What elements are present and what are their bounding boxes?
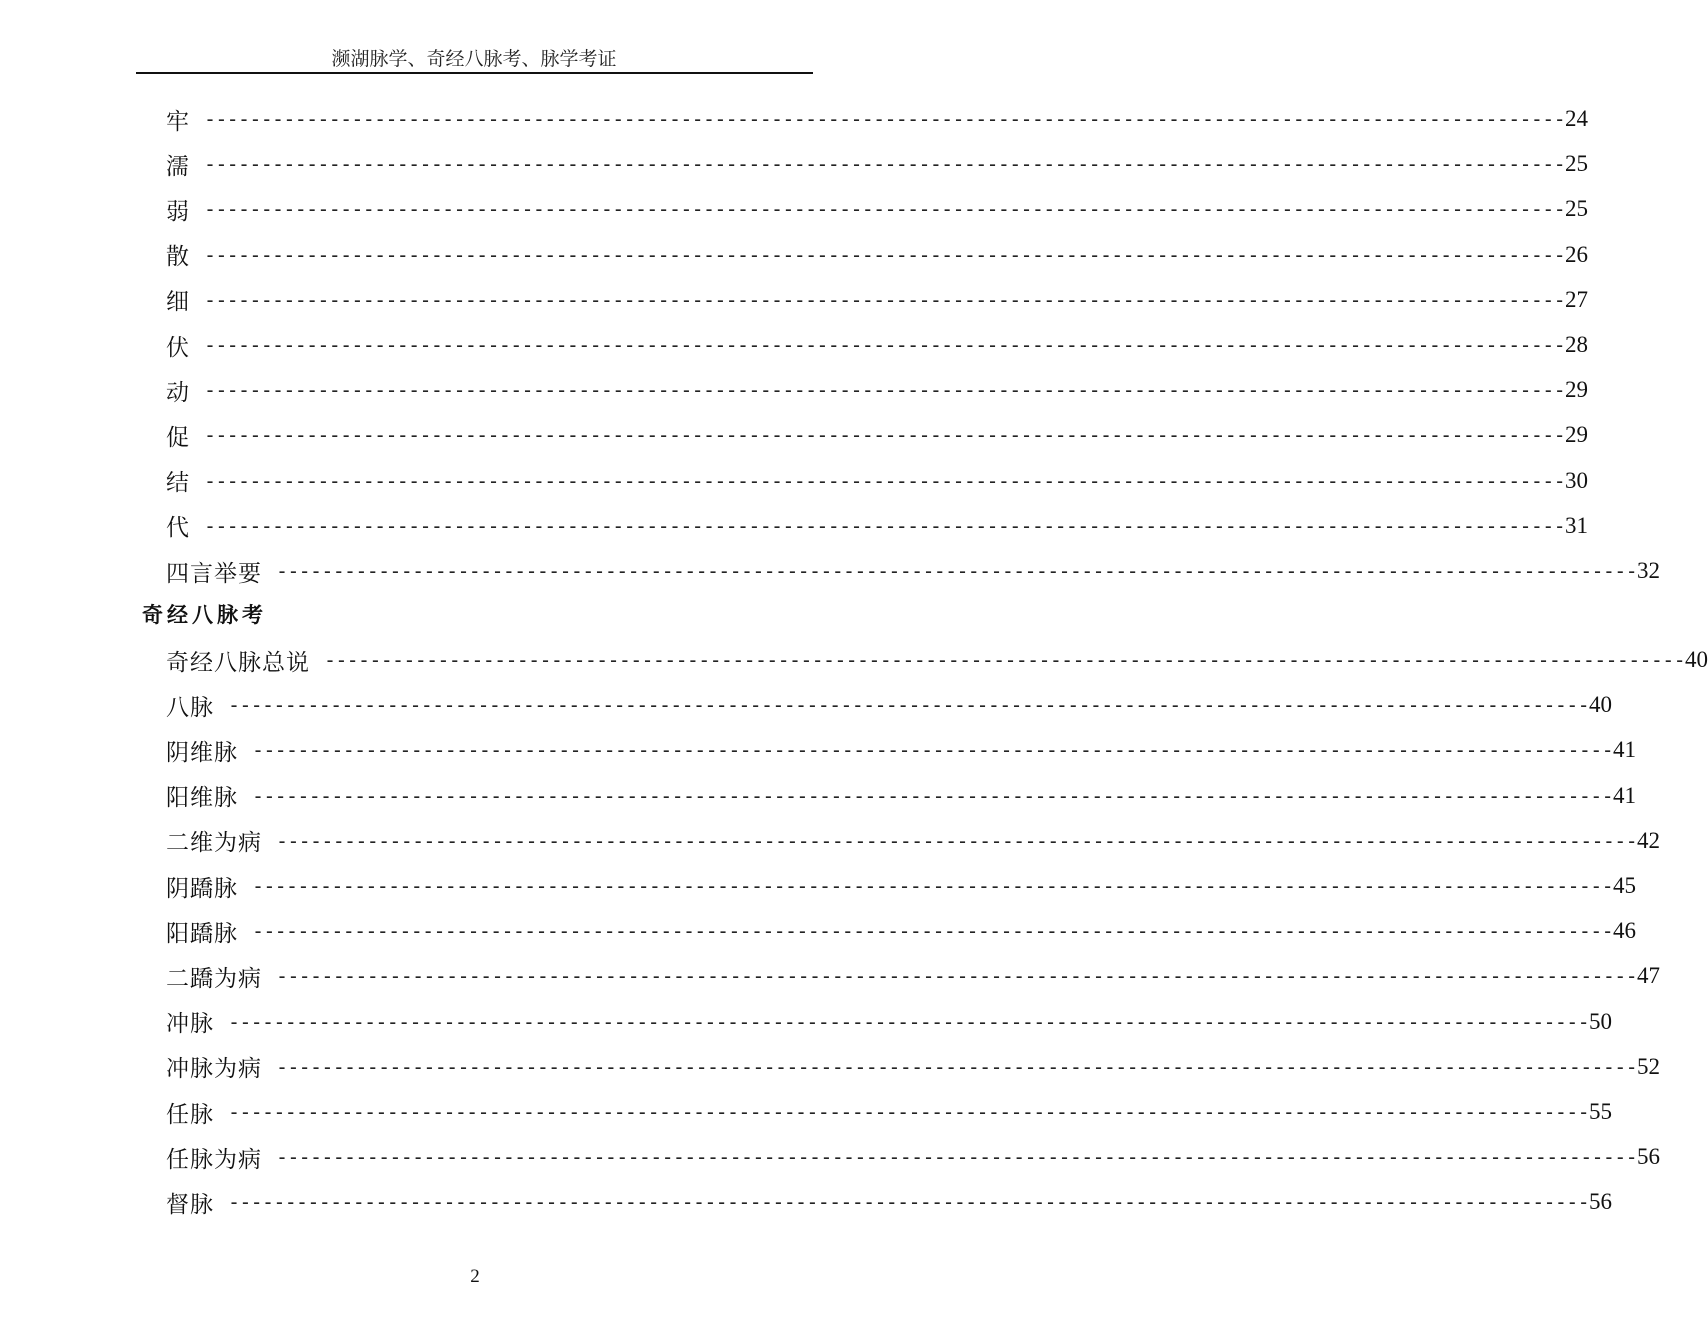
dot-leader: ------------------------------------------------------------------------------------------------------------------------ <box>228 1100 1589 1124</box>
toc-entry-label: 阴维脉 <box>166 739 238 766</box>
dot-leader: ------------------------------------------------------------------------------------------------------------------------ <box>204 242 1565 267</box>
toc-entry-page: 32 <box>1636 558 1660 583</box>
dot-leader: ------------------------------------------------------------------------------------------------------------------------ <box>204 468 1565 493</box>
dot-leader: ------------------------------------------------------------------------------------------------------------------------ <box>252 874 1613 898</box>
toc-entry-label: 牢 <box>166 108 190 135</box>
toc-entry-page: 30 <box>1564 467 1588 493</box>
page-number: 2 <box>470 1266 480 1287</box>
toc-entry-page: 25 <box>1564 151 1588 177</box>
running-header: 濒湖脉学、奇经八脉考、脉学考证 <box>331 48 617 70</box>
dot-leader: ------------------------------------------------------------------------------------------------------------------------ <box>228 1009 1589 1034</box>
toc-entry-page: 29 <box>1564 377 1588 403</box>
toc-entry[interactable] <box>166 733 1636 767</box>
toc-entry-page: 40 <box>1588 692 1612 718</box>
toc-entry-label: 散 <box>166 244 190 271</box>
dot-leader: ------------------------------------------------------------------------------------------------------------------------ <box>204 378 1565 403</box>
toc-entry-page: 42 <box>1636 827 1660 853</box>
toc-entry[interactable] <box>166 328 1588 362</box>
dot-leader: ------------------------------------------------------------------------------------------------------------------------ <box>204 107 1565 131</box>
toc-entry-page: 41 <box>1612 737 1636 763</box>
toc-entry-page: 24 <box>1564 106 1588 131</box>
toc-entry[interactable] <box>166 1185 1612 1219</box>
toc-entry-label: 阳维脉 <box>166 785 238 812</box>
toc-entry-label: 督脉 <box>166 1191 214 1218</box>
toc-entry[interactable] <box>166 1050 1660 1084</box>
toc-entry-label: 冲脉 <box>166 1011 214 1038</box>
dot-leader: ------------------------------------------------------------------------------------------------------------------------ <box>252 919 1613 944</box>
toc-entry[interactable] <box>166 914 1636 948</box>
dot-leader: ------------------------------------------------------------------------------------------------------------------------ <box>276 1054 1637 1079</box>
toc-entry-label: 结 <box>166 470 190 497</box>
toc-entry[interactable] <box>166 102 1588 136</box>
toc-entry-label: 八脉 <box>166 694 214 721</box>
toc-entry-page: 29 <box>1564 422 1588 448</box>
dot-leader: ------------------------------------------------------------------------------------------------------------------------ <box>276 559 1637 583</box>
toc-entry-label: 四言举要 <box>166 560 262 587</box>
toc-entry-label: 代 <box>166 515 190 542</box>
toc-entry-page: 31 <box>1564 512 1588 538</box>
toc-entry[interactable] <box>166 464 1588 498</box>
toc-entry-label: 二维为病 <box>166 830 262 857</box>
toc-entry-label: 任脉 <box>166 1101 214 1128</box>
dot-leader: ------------------------------------------------------------------------------------------------------------------------ <box>204 197 1565 222</box>
dot-leader: ------------------------------------------------------------------------------------------------------------------------ <box>204 287 1565 312</box>
toc-entry-page: 40 <box>1684 647 1708 672</box>
dot-leader: ------------------------------------------------------------------------------------------------------------------------ <box>252 783 1613 808</box>
toc-entry[interactable] <box>166 779 1636 813</box>
toc-entry-page: 41 <box>1612 782 1636 808</box>
dot-leader: ------------------------------------------------------------------------------------------------------------------------ <box>228 693 1589 718</box>
toc-entry-label: 阴蹻脉 <box>166 875 238 902</box>
dot-leader: ------------------------------------------------------------------------------------------------------------------------ <box>204 423 1565 448</box>
toc-entry[interactable] <box>166 238 1588 272</box>
toc-entry[interactable] <box>166 147 1588 181</box>
dot-leader: ------------------------------------------------------------------------------------------------------------------------ <box>276 964 1637 989</box>
dot-leader: ------------------------------------------------------------------------------------------------------------------------ <box>204 152 1565 177</box>
toc-entry-page: 45 <box>1612 873 1636 898</box>
toc-entry[interactable] <box>166 192 1588 226</box>
toc-entry-label: 伏 <box>166 334 190 361</box>
dot-leader: ------------------------------------------------------------------------------------------------------------------------ <box>204 513 1565 538</box>
toc-entry[interactable] <box>166 509 1588 543</box>
toc-entry-page: 47 <box>1636 963 1660 989</box>
section-heading: 奇经八脉考 <box>142 602 267 627</box>
toc-entry[interactable] <box>166 688 1612 722</box>
toc-entry[interactable] <box>166 1005 1612 1039</box>
toc-entry[interactable] <box>166 554 1660 588</box>
toc-entry[interactable] <box>166 643 1708 677</box>
dot-leader: ------------------------------------------------------------------------------------------------------------------------ <box>252 738 1613 763</box>
toc-entry-page: 56 <box>1588 1189 1612 1215</box>
toc-entry[interactable] <box>166 373 1588 407</box>
toc-entry-label: 弱 <box>166 198 190 225</box>
dot-leader: ------------------------------------------------------------------------------------------------------------------------ <box>276 828 1637 853</box>
toc-entry-page: 25 <box>1564 196 1588 222</box>
toc-entry-page: 56 <box>1636 1144 1660 1170</box>
toc-entry-label: 二蹻为病 <box>166 965 262 992</box>
toc-entry-page: 26 <box>1564 241 1588 267</box>
toc-entry-page: 55 <box>1588 1099 1612 1124</box>
toc-entry-page: 27 <box>1564 286 1588 312</box>
toc-entry[interactable] <box>166 824 1660 858</box>
toc-entry-label: 任脉为病 <box>166 1146 262 1173</box>
toc-entry-label: 冲脉为病 <box>166 1056 262 1083</box>
toc-entry-label: 促 <box>166 424 190 451</box>
dot-leader: ------------------------------------------------------------------------------------------------------------------------ <box>324 648 1685 672</box>
toc-entry[interactable] <box>166 959 1660 993</box>
toc-entry-page: 52 <box>1636 1053 1660 1079</box>
dot-leader: ------------------------------------------------------------------------------------------------------------------------ <box>204 333 1565 357</box>
dot-leader: ------------------------------------------------------------------------------------------------------------------------ <box>276 1145 1637 1170</box>
toc-entry[interactable] <box>166 1140 1660 1174</box>
toc-entry-label: 濡 <box>166 153 190 180</box>
toc-entry-page: 50 <box>1588 1008 1612 1034</box>
toc-entry[interactable] <box>166 869 1636 903</box>
toc-entry-label: 细 <box>166 289 190 316</box>
toc-entry-label: 阳蹻脉 <box>166 920 238 947</box>
toc-entry-label: 动 <box>166 379 190 406</box>
toc-entry-page: 28 <box>1564 332 1588 357</box>
dot-leader: ------------------------------------------------------------------------------------------------------------------------ <box>228 1190 1589 1215</box>
toc-entry[interactable] <box>166 418 1588 452</box>
toc-entry-label: 奇经八脉总说 <box>166 649 310 676</box>
toc-entry[interactable] <box>166 1095 1612 1129</box>
toc-entry[interactable] <box>166 283 1588 317</box>
toc-entry-page: 46 <box>1612 918 1636 944</box>
